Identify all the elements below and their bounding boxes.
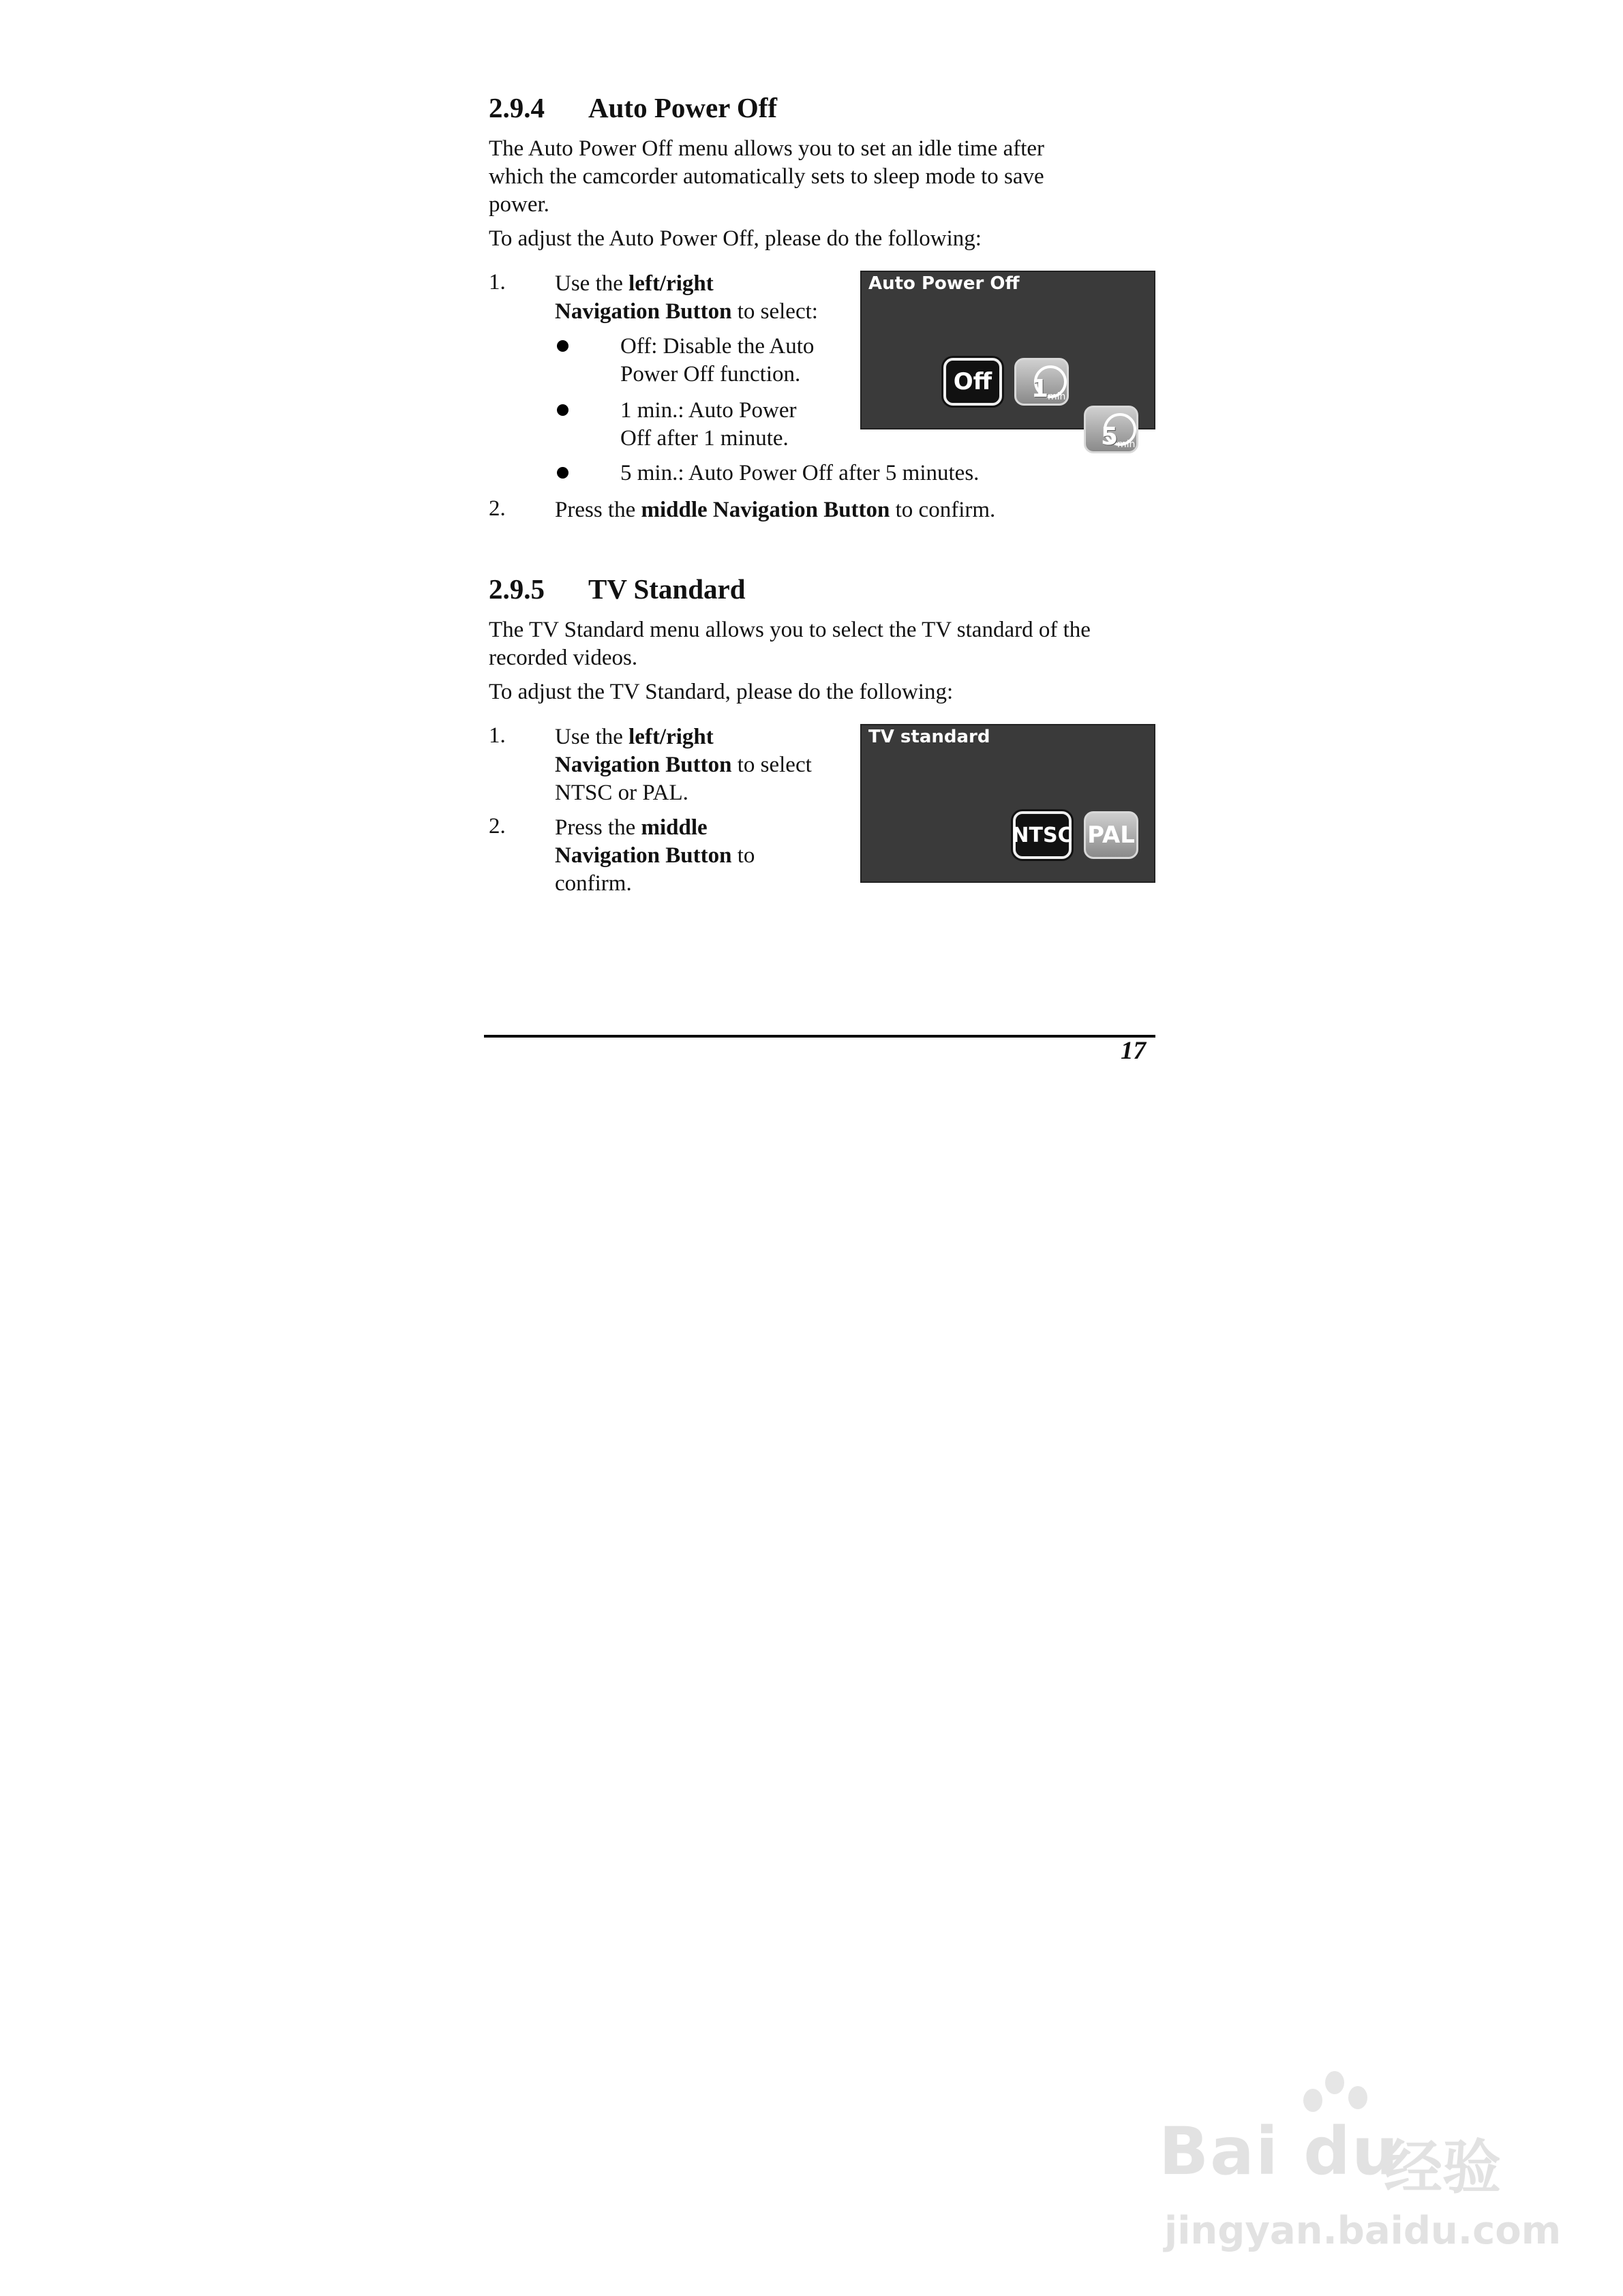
option-5-min[interactable]	[1084, 406, 1138, 453]
section-intro	[489, 616, 1091, 672]
section-title: TV Standard	[588, 573, 746, 605]
step-text-bold: middle Navigation Button	[641, 498, 890, 522]
step-text	[555, 723, 812, 807]
intro-line: recorded videos.	[489, 646, 638, 670]
footer-rule	[484, 1035, 1155, 1038]
step-text-post: to	[731, 843, 755, 868]
screen-title: Auto Power Off	[868, 273, 1020, 294]
bullet-text	[620, 459, 979, 487]
step-text	[555, 496, 995, 524]
section-title: Auto Power Off	[588, 92, 778, 123]
option-unit: min	[1117, 439, 1136, 450]
step-number: 1.	[489, 723, 506, 748]
bullet-text	[620, 397, 797, 453]
bullet-line: Off after 1 minute.	[620, 426, 789, 451]
watermark-brand: Bai du	[1159, 2113, 1400, 2190]
screen-title: TV standard	[868, 727, 990, 747]
option-unit: min	[1048, 391, 1066, 402]
bullet-dot	[557, 467, 568, 479]
step-text-bold: left/right	[628, 271, 714, 296]
tv-standard-screen	[860, 724, 1155, 883]
step-number: 2.	[489, 496, 506, 521]
section-intro	[489, 135, 1044, 219]
bullet-line: Power Off function.	[620, 362, 801, 387]
section-number: 2.9.4	[489, 92, 545, 123]
adjust-instruction: To adjust the Auto Power Off, please do the following:	[489, 226, 982, 251]
step-text-bold: Navigation Button	[555, 299, 732, 324]
step-text-post: to confirm.	[890, 498, 996, 522]
bullet-text	[620, 333, 814, 389]
option-label: 1	[1031, 375, 1049, 403]
option-label: Off	[953, 368, 992, 395]
step-text	[555, 814, 755, 898]
adjust-instruction: To adjust the TV Standard, please do the following:	[489, 680, 954, 704]
bullet-dot	[557, 404, 568, 416]
step-text-post: to select:	[731, 299, 818, 324]
step-text-pre: Use the	[555, 725, 629, 749]
paw-icon	[1295, 2066, 1377, 2134]
step-text-bold: left/right	[628, 725, 714, 749]
step-text-pre: Press the	[555, 498, 641, 522]
step-text-pre: Press the	[555, 815, 641, 840]
bullet-line: Off: Disable the Auto	[620, 334, 815, 359]
auto-power-off-screen	[860, 271, 1155, 451]
option-off[interactable]	[943, 358, 1002, 406]
step-text-line: NTSC or PAL.	[555, 781, 688, 805]
option-label: 5	[1101, 423, 1119, 451]
bullet-line: 1 min.: Auto Power	[620, 398, 797, 423]
step-text	[555, 270, 818, 326]
intro-line: which the camcorder automatically sets to sleep mode to save	[489, 164, 1044, 189]
step-text-bold: middle	[641, 815, 708, 840]
page-number: 17	[1121, 1037, 1146, 1065]
step-text-pre: Use the	[555, 271, 629, 296]
step-text-line: confirm.	[555, 871, 632, 896]
step-number: 1.	[489, 270, 506, 294]
option-label: NTSC	[1012, 823, 1073, 847]
step-text-bold: Navigation Button	[555, 753, 732, 777]
watermark-cn: 经验	[1384, 2134, 1501, 2202]
section-heading-tv-standard	[489, 573, 746, 605]
step-text-post: to select	[731, 753, 812, 777]
bullet-line: 5 min.: Auto Power Off after 5 minutes.	[620, 461, 980, 485]
baidu-watermark	[1159, 2066, 1568, 2270]
option-label: PAL	[1087, 821, 1135, 849]
section-number: 2.9.5	[489, 573, 545, 605]
option-ntsc[interactable]	[1013, 811, 1072, 859]
step-text-bold: Navigation Button	[555, 843, 732, 868]
intro-line: The TV Standard menu allows you to select the TV standard of the	[489, 618, 1091, 642]
intro-line: power.	[489, 192, 549, 217]
watermark-url: jingyan.baidu.com	[1164, 2209, 1562, 2253]
intro-line: The Auto Power Off menu allows you to set an idle time after	[489, 136, 1045, 161]
bullet-dot	[557, 340, 568, 352]
step-number: 2.	[489, 814, 506, 839]
option-1-min[interactable]	[1014, 358, 1069, 406]
option-pal[interactable]	[1084, 811, 1138, 859]
section-heading-auto-power-off	[489, 91, 777, 124]
